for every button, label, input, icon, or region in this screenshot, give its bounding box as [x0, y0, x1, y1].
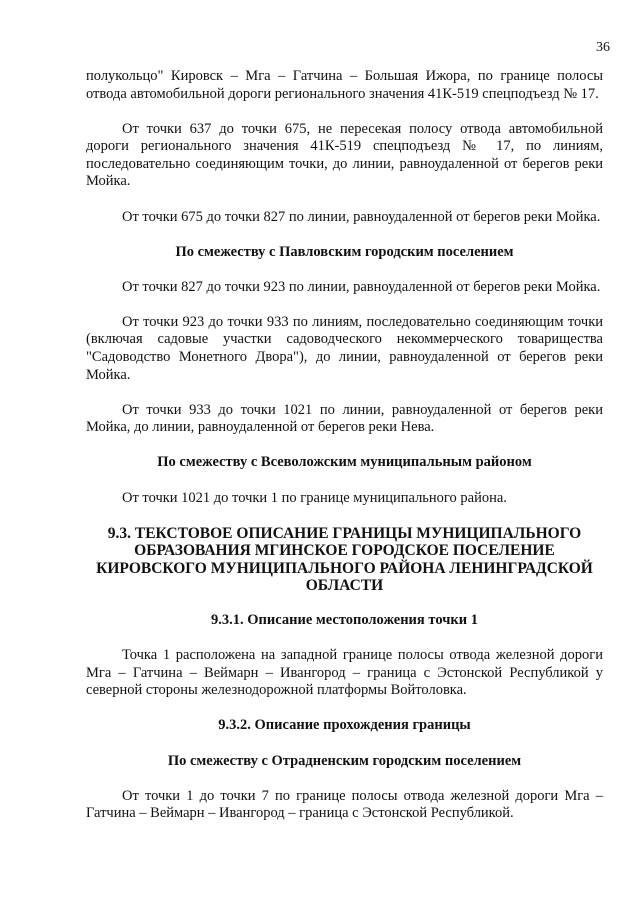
paragraph-923-933: От точки 923 до точки 933 по линиям, последовательно соединяющим точки (включая садовые участки садоводческого некоммерческого товарищества "Садоводство Монетного Двора"), до линии, равноудаленной от берегов реки Мойка. [86, 313, 603, 383]
paragraph-637-675: От точки 637 до точки 675, не пересекая полосу отвода автомобильной дороги регионального значения 41К-519 спецподъезд № 17, по линиям, последовательно соединяющим точки, до линии, равноудаленной от берегов реки Мойка. [86, 120, 603, 190]
paragraph-1021-1: От точки 1021 до точки 1 по границе муниципального района. [122, 489, 507, 506]
heading-vsevolozhsk: По смежеству с Всеволожским муниципальным районом [157, 454, 532, 471]
document-body [86, 68, 603, 840]
subsection-title-9-3-1: 9.3.1. Описание местоположения точки 1 [211, 612, 478, 629]
paragraph-continuation: полукольцо" Кировск – Мга – Гатчина – Большая Ижора, по границе полосы отвода автомобильной дороги регионального значения 41К-519 спецподъезд № 17. [86, 68, 603, 102]
heading-pavlovsk: По смежеству с Павловским городским поселением [175, 243, 514, 260]
section-title-9-3: 9.3. ТЕКСТОВОЕ ОПИСАНИЕ ГРАНИЦЫ МУНИЦИПАЛЬНОГО ОБРАЗОВАНИЯ МГИНСКОЕ ГОРОДСКОЕ ПОСЕЛЕНИЕ КИРОВСКОГО МУНИЦИПАЛЬНОГО РАЙОНА ЛЕНИНГРАДСКОЙ ОБЛАСТИ [96, 524, 593, 595]
paragraph-933-1021: От точки 933 до точки 1021 по линии, равноудаленной от берегов реки Мойка, до линии, равноудаленной от берегов реки Нева. [86, 401, 603, 436]
paragraph-675-827: От точки 675 до точки 827 по линии, равноудаленной от берегов реки Мойка. [122, 208, 601, 225]
paragraph-point-1: Точка 1 расположена на западной границе полосы отвода железной дороги Мга – Гатчина – Веймарн – Ивангород – граница с Эстонской Республикой у северной стороны железнодорожной платформы Войтоловка. [86, 647, 603, 699]
paragraph-827-923: От точки 827 до точки 923 по линии, равноудаленной от берегов реки Мойка. [122, 278, 601, 295]
paragraph-1-7: От точки 1 до точки 7 по границе полосы отвода железной дороги Мга – Гатчина – Веймарн – Ивангород – граница с Эстонской Республикой. [86, 787, 603, 822]
page-number: 36 [596, 40, 610, 55]
heading-otradnoe: По смежеству с Отрадненским городским поселением [167, 752, 522, 769]
subsection-title-9-3-2: 9.3.2. Описание прохождения границы [218, 717, 471, 734]
